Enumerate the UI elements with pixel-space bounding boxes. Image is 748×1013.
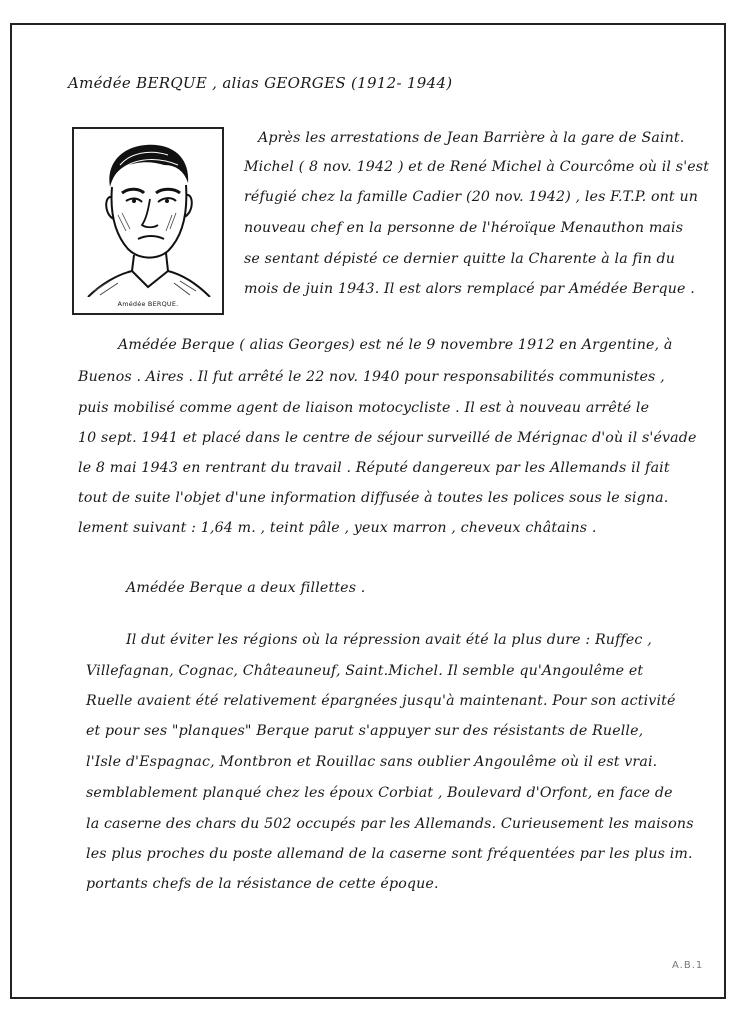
region-line: Villefagnan, Cognac, Châteauneuf, Saint.Michel. Il semble qu'Angoulême et [86,663,644,679]
region-line: et pour ses "planques" Berque parut s'appuyer sur des résistants de Ruelle, [86,723,644,739]
region-line: les plus proches du poste allemand de la caserne sont fréquentées par les plus im. [86,846,693,862]
region-line: portants chefs de la résistance de cette époque. [86,876,439,892]
portrait-sketch-icon [80,135,216,297]
page-title: Amédée BERQUE , alias GEORGES (1912- 1944) [68,74,453,92]
bio-line: lement suivant : 1,64 m. , teint pâle , yeux marron , cheveux châtains . [78,520,597,536]
bio-line: Buenos . Aires . Il fut arrêté le 22 nov. 1940 pour responsabilités communistes , [78,369,665,385]
intro-line: mois de juin 1943. Il est alors remplacé par Amédée Berque . [244,281,695,297]
region-line: l'Isle d'Espagnac, Montbron et Rouillac sans oublier Angoulême où il est vrai. [86,754,658,770]
region-line: Ruelle avaient été relativement épargnées jusqu'à maintenant. Pour son activité [86,693,676,709]
bio-line: Amédée Berque ( alias Georges) est né le 9 novembre 1912 en Argentine, à [118,337,673,353]
page-code: A.B.1 [672,960,704,971]
region-line: Il dut éviter les régions où la répression avait été la plus dure : Ruffec , [126,632,652,648]
intro-line: se sentant dépisté ce dernier quitte la Charente à la fin du [244,251,676,267]
region-line: semblablement planqué chez les époux Corbiat , Boulevard d'Orfont, en face de [86,785,673,801]
intro-line: Michel ( 8 nov. 1942 ) et de René Michel à Courcôme où il s'est [244,159,710,175]
family-line: Amédée Berque a deux fillettes . [126,580,366,596]
bio-line: tout de suite l'objet d'une information diffusée à toutes les polices sous le signa. [78,490,669,506]
portrait-caption: Amédée BERQUE. [117,300,179,308]
bio-line: le 8 mai 1943 en rentrant du travail . Réputé dangereux par les Allemands il fait [78,460,670,476]
intro-line: Après les arrestations de Jean Barrière à la gare de Saint. [258,130,685,146]
region-line: la caserne des chars du 502 occupés par les Allemands. Curieusement les maisons [86,816,694,832]
intro-line: réfugié chez la famille Cadier (20 nov. 1942) , les F.T.P. ont un [244,189,699,205]
intro-line: nouveau chef en la personne de l'héroïque Menauthon mais [244,220,684,236]
bio-line: 10 sept. 1941 et placé dans le centre de séjour surveillé de Mérignac d'où il s'évade [78,430,697,446]
bio-line: puis mobilisé comme agent de liaison motocycliste . Il est à nouveau arrêté le [78,400,650,416]
portrait-frame [72,127,224,315]
